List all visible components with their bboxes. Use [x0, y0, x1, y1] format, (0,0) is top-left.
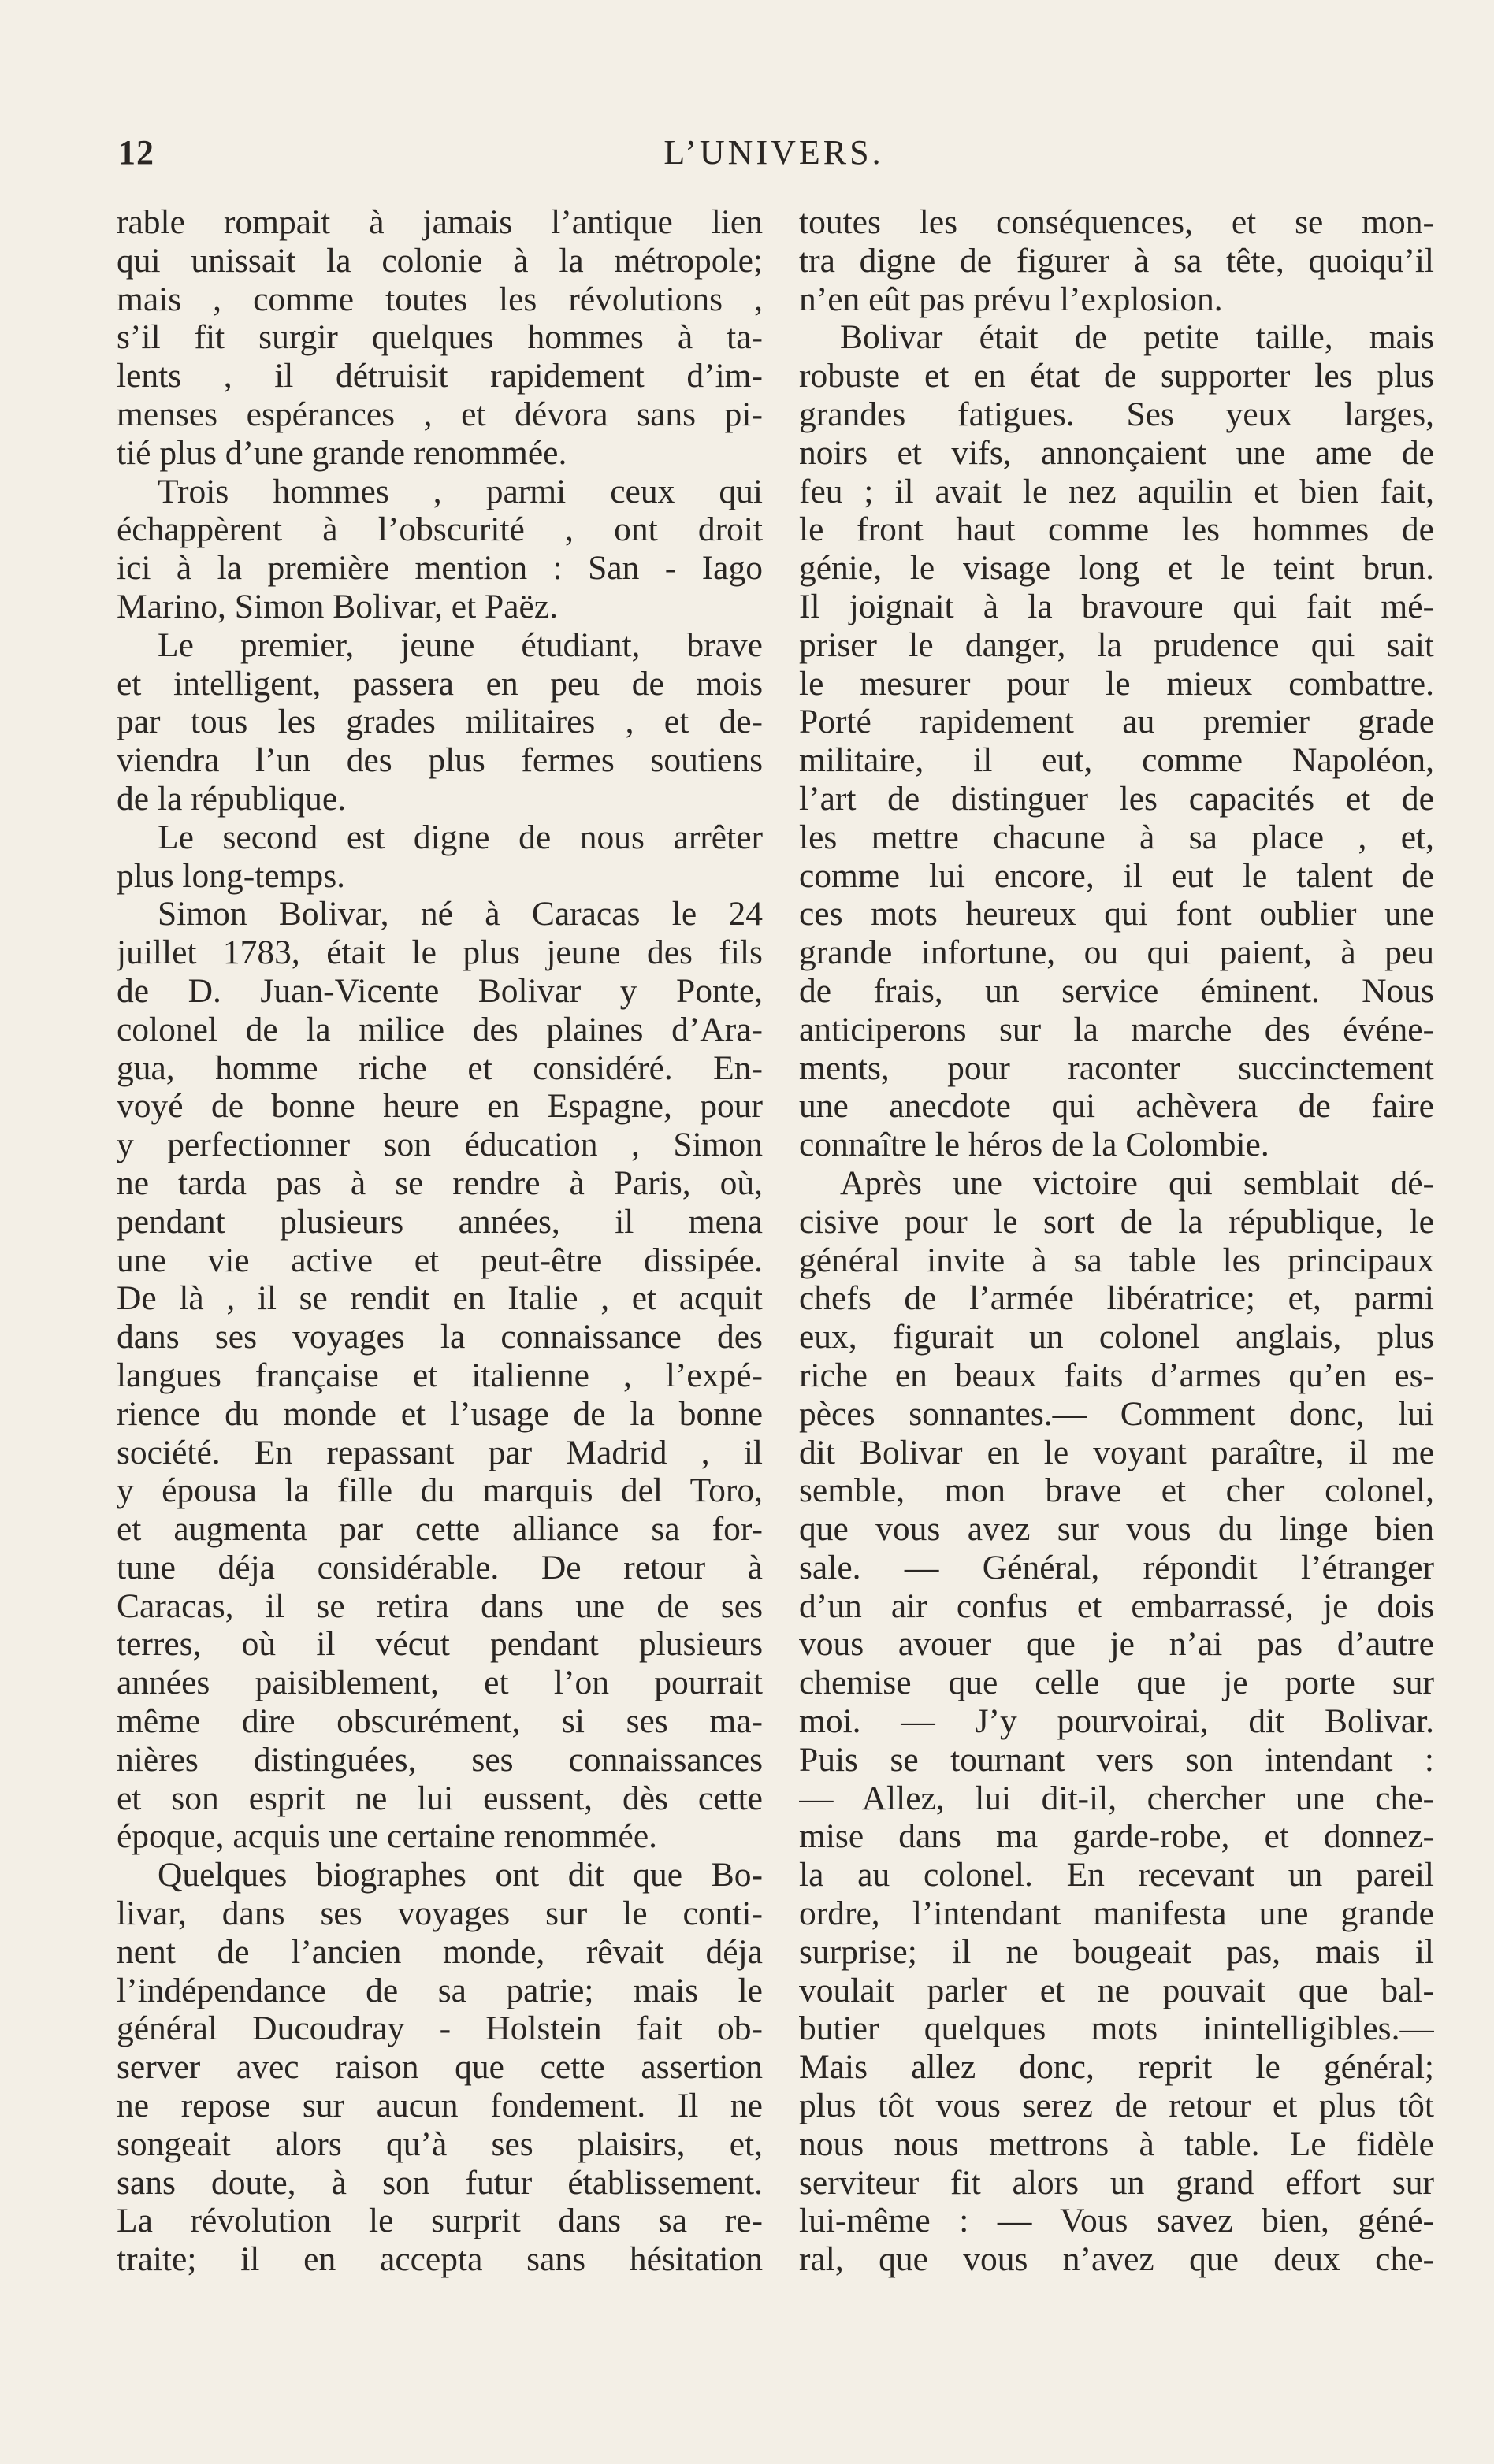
text-line: cisive pour le sort de la république, le — [799, 1202, 1434, 1241]
text-line: sans doute, à son futur établissement. — [117, 2163, 763, 2202]
text-line: s’il fit surgir quelques hommes à ta- — [117, 318, 763, 357]
text-line: époque, acquis une certaine renommée. — [117, 1817, 658, 1856]
text-line: ments, pour raconter succinctement — [799, 1048, 1434, 1087]
text-line: années paisiblement, et l’on pourrait — [117, 1664, 763, 1702]
text-line: dit Bolivar en le voyant paraître, il me — [799, 1433, 1434, 1471]
text-line: Caracas, il se retira dans une de ses — [117, 1586, 763, 1625]
text-line: nent de l’ancien monde, rêvait déja — [117, 1932, 763, 1971]
text-line: traite; il en accepta sans hésitation — [117, 2240, 763, 2279]
page-header — [118, 132, 1429, 187]
text-line: grande infortune, ou qui paient, à peu — [799, 933, 1434, 972]
text-line: nières distinguées, ses connaissances — [117, 1740, 763, 1779]
text-line: chemise que celle que je porte sur — [799, 1664, 1434, 1702]
text-line: pèces sonnantes.— Comment donc, lui — [799, 1394, 1434, 1433]
text-line: Le second est digne de nous arrêter — [158, 818, 763, 856]
page-number: 12 — [118, 133, 154, 172]
text-line: butier quelques mots inintelligibles.— — [799, 2009, 1434, 2048]
text-line: ici à la première mention : San - Iago — [117, 549, 763, 588]
text-line: — Allez, lui dit-il, chercher une che- — [799, 1779, 1434, 1817]
text-line: Quelques biographes ont dit que Bo- — [158, 1856, 763, 1894]
text-line: militaire, il eut, comme Napoléon, — [799, 741, 1434, 780]
text-line: même dire obscurément, si ses ma- — [117, 1702, 763, 1741]
text-line: sale. — Général, répondit l’étranger — [799, 1548, 1434, 1586]
text-line: l’art de distinguer les capacités et de — [799, 779, 1434, 818]
text-line: Porté rapidement au premier grade — [799, 703, 1434, 741]
text-line: voulait parler et ne pouvait que bal- — [799, 1971, 1434, 2009]
text-line: surprise; il ne bougeait pas, mais il — [799, 1932, 1434, 1971]
text-line: terres, où il vécut pendant plusieurs — [117, 1625, 763, 1664]
text-line: les mettre chacune à sa place , et, — [799, 818, 1434, 856]
text-line: juillet 1783, était le plus jeune des fils — [117, 933, 763, 972]
text-line: général Ducoudray - Holstein fait ob- — [117, 2009, 763, 2048]
text-line: ces mots heureux qui font oublier une — [799, 895, 1434, 933]
text-line: feu ; il avait le nez aquilin et bien fait, — [799, 472, 1434, 510]
text-line: et augmenta par cette alliance sa for- — [117, 1510, 763, 1549]
text-line: et intelligent, passera en peu de mois — [117, 664, 763, 703]
text-line: rable rompait à jamais l’antique lien — [117, 203, 763, 241]
text-line: génie, le visage long et le teint brun. — [799, 549, 1434, 588]
text-line: y perfectionner son éducation , Simon — [117, 1126, 763, 1164]
text-line: échappèrent à l’obscurité , ont droit — [117, 510, 763, 549]
text-line: Marino, Simon Bolivar, et Paëz. — [117, 587, 559, 625]
text-line: qui unissait la colonie à la métropole; — [117, 241, 763, 280]
text-line: que vous avez sur vous du linge bien — [799, 1510, 1434, 1549]
text-line: moi. — J’y pourvoirai, dit Bolivar. — [799, 1702, 1434, 1741]
text-line: mise dans ma garde-robe, et donnez- — [799, 1817, 1434, 1856]
text-line: y épousa la fille du marquis del Toro, — [117, 1471, 763, 1510]
text-line: lui-même : — Vous savez bien, géné- — [799, 2202, 1434, 2240]
text-line: n’en eût pas prévu l’explosion. — [799, 280, 1223, 318]
text-line: ordre, l’intendant manifesta une grande — [799, 1894, 1434, 1933]
text-line: le front haut comme les hommes de — [799, 510, 1434, 549]
text-line: toutes les conséquences, et se mon- — [799, 203, 1434, 241]
text-line: une vie active et peut-être dissipée. — [117, 1241, 763, 1279]
text-line: livar, dans ses voyages sur le conti- — [117, 1894, 763, 1933]
text-line: colonel de la milice des plaines d’Ara- — [117, 1010, 763, 1048]
text-line: tra digne de figurer à sa tête, quoiqu’il — [799, 241, 1434, 280]
text-line: et son esprit ne lui eussent, dès cette — [117, 1779, 763, 1817]
text-line: mais , comme toutes les révolutions , — [117, 280, 763, 318]
text-line: nous nous mettrons à table. Le fidèle — [799, 2124, 1434, 2163]
text-line: Après une victoire qui semblait dé- — [840, 1163, 1434, 1202]
text-line: Mais allez donc, reprit le général; — [799, 2048, 1434, 2087]
text-line: par tous les grades militaires , et de- — [117, 703, 763, 741]
text-line: plus tôt vous serez de retour et plus tôt — [799, 2087, 1434, 2125]
text-line: d’un air confus et embarrassé, je dois — [799, 1586, 1434, 1625]
left-text-column — [117, 203, 763, 2279]
text-line: pendant plusieurs années, il mena — [117, 1202, 763, 1241]
text-line: La révolution le surprit dans sa re- — [117, 2202, 763, 2240]
text-line: le mesurer pour le mieux combattre. — [799, 664, 1434, 703]
text-line: chefs de l’armée libératrice; et, parmi — [799, 1279, 1434, 1318]
text-line: serviteur fit alors un grand effort sur — [799, 2163, 1434, 2202]
text-line: dans ses voyages la connaissance des — [117, 1318, 763, 1356]
text-line: Le premier, jeune étudiant, brave — [158, 625, 763, 664]
text-line: anticiperons sur la marche des événe- — [799, 1010, 1434, 1048]
text-line: plus long-temps. — [117, 856, 345, 895]
text-line: server avec raison que cette assertion — [117, 2048, 763, 2087]
text-line: tié plus d’une grande renommée. — [117, 433, 567, 472]
text-line: une anecdote qui achèvera de faire — [799, 1087, 1434, 1126]
text-line: l’indépendance de sa patrie; mais le — [117, 1971, 763, 2009]
text-line: viendra l’un des plus fermes soutiens — [117, 741, 763, 780]
text-line: priser le danger, la prudence qui sait — [799, 625, 1434, 664]
text-line: Il joignait à la bravoure qui fait mé- — [799, 587, 1434, 625]
text-line: gua, homme riche et considéré. En- — [117, 1048, 763, 1087]
text-line: ral, que vous n’avez que deux che- — [799, 2240, 1434, 2279]
text-line: Bolivar était de petite taille, mais — [840, 318, 1434, 357]
text-line: de frais, un service éminent. Nous — [799, 971, 1434, 1010]
text-line: la au colonel. En recevant un pareil — [799, 1856, 1434, 1894]
text-line: Trois hommes , parmi ceux qui — [158, 472, 763, 510]
text-line: vous avouer que je n’ai pas d’autre — [799, 1625, 1434, 1664]
text-line: robuste et en état de supporter les plus — [799, 357, 1434, 395]
text-line: ne tarda pas à se rendre à Paris, où, — [117, 1163, 763, 1202]
running-title: L’UNIVERS. — [663, 133, 884, 172]
text-line: riche en beaux faits d’armes qu’en es- — [799, 1356, 1434, 1394]
text-line: Puis se tournant vers son intendant : — [799, 1740, 1434, 1779]
text-line: comme lui encore, il eut le talent de — [799, 856, 1434, 895]
text-line: songeait alors qu’à ses plaisirs, et, — [117, 2124, 763, 2163]
text-line: général invite à sa table les principaux — [799, 1241, 1434, 1279]
text-line: grandes fatigues. Ses yeux larges, — [799, 395, 1434, 433]
text-line: menses espérances , et dévora sans pi- — [117, 395, 763, 433]
text-line: connaître le héros de la Colombie. — [799, 1126, 1269, 1164]
right-text-column — [799, 203, 1434, 2279]
text-line: Simon Bolivar, né à Caracas le 24 — [158, 895, 763, 933]
text-line: noirs et vifs, annonçaient une ame de — [799, 433, 1434, 472]
text-line: tune déja considérable. De retour à — [117, 1548, 763, 1586]
text-line: ne repose sur aucun fondement. Il ne — [117, 2087, 763, 2125]
text-line: semble, mon brave et cher colonel, — [799, 1471, 1434, 1510]
text-line: de D. Juan-Vicente Bolivar y Ponte, — [117, 971, 763, 1010]
text-line: voyé de bonne heure en Espagne, pour — [117, 1087, 763, 1126]
text-line: rience du monde et l’usage de la bonne — [117, 1394, 763, 1433]
text-line: De là , il se rendit en Italie , et acquit — [117, 1279, 763, 1318]
text-line: lents , il détruisit rapidement d’im- — [117, 357, 763, 395]
text-line: eux, figurait un colonel anglais, plus — [799, 1318, 1434, 1356]
text-line: langues française et italienne , l’expé- — [117, 1356, 763, 1394]
text-line: de la république. — [117, 779, 347, 818]
text-line: société. En repassant par Madrid , il — [117, 1433, 763, 1471]
